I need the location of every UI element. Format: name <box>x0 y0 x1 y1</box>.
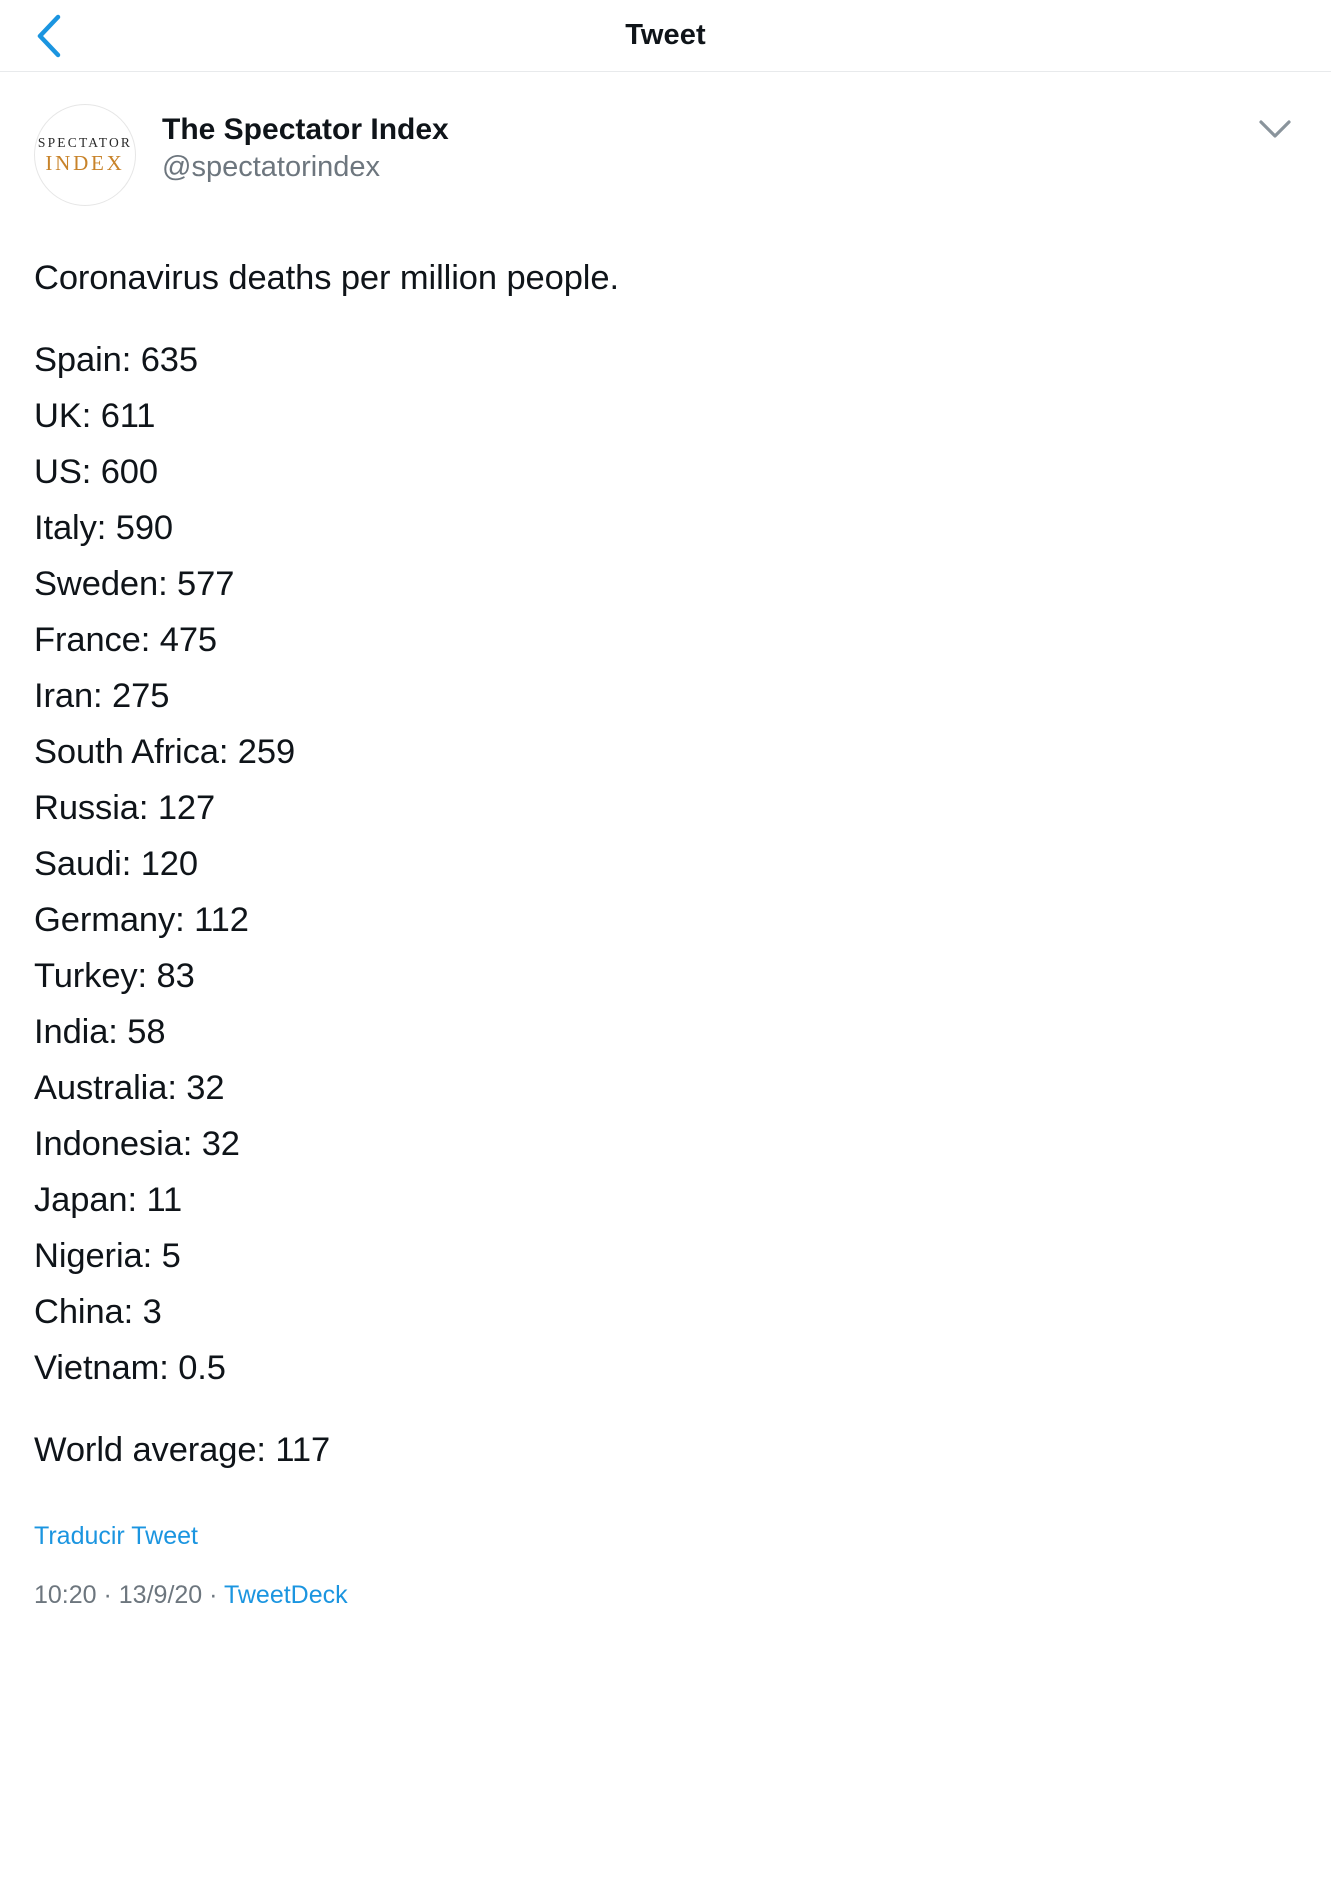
chevron-left-icon <box>34 13 64 59</box>
tweet-stat-line: Iran: 275 <box>34 677 170 715</box>
tweet-stat-line: India: 58 <box>34 1013 166 1051</box>
user-handle: @spectatorindex <box>162 151 381 184</box>
tweet-source-link[interactable]: TweetDeck <box>223 1581 348 1609</box>
tweet-stat-line: UK: 611 <box>34 397 156 435</box>
tweet-stat-line: Italy: 590 <box>34 509 174 547</box>
tweet-author-row <box>0 72 1331 206</box>
tweet-stat-line: Japan: 11 <box>34 1181 183 1219</box>
page-title: Tweet <box>625 19 706 51</box>
tweet-headline: Coronavirus deaths per million people. <box>34 259 619 297</box>
tweet-stat-line: Indonesia: 32 <box>34 1125 240 1163</box>
translate-tweet-link[interactable]: Traducir Tweet <box>34 1522 198 1550</box>
avatar-line-1: SPECTATOR <box>37 135 133 151</box>
tweet-stat-line: South Africa: 259 <box>34 733 296 771</box>
meta-separator-2: · <box>202 1581 224 1609</box>
tweet-stat-line: Spain: 635 <box>34 341 198 379</box>
tweet-stat-line: Turkey: 83 <box>34 957 195 995</box>
tweet-stat-line: Vietnam: 0.5 <box>34 1349 226 1387</box>
tweet-date: 13/9/20 <box>118 1581 203 1609</box>
tweet-text <box>0 250 1331 1478</box>
screen-header <box>0 0 1331 72</box>
tweet-stat-line: Saudi: 120 <box>34 845 198 883</box>
back-button[interactable] <box>26 13 72 59</box>
display-name: The Spectator Index <box>162 113 449 146</box>
tweet-time: 10:20 <box>34 1581 97 1609</box>
tweet-stat-line: Nigeria: 5 <box>34 1237 181 1275</box>
tweet-stat-line: Germany: 112 <box>34 901 249 939</box>
chevron-down-icon <box>1258 118 1292 145</box>
tweet-meta <box>0 1581 1331 1610</box>
tweet-stat-line: US: 600 <box>34 453 158 491</box>
tweet-world-average: World average: 117 <box>34 1431 331 1469</box>
tweet-stat-line: Russia: 127 <box>34 789 216 827</box>
user-identity[interactable] <box>162 100 449 186</box>
tweet-stat-line: Australia: 32 <box>34 1069 225 1107</box>
avatar[interactable] <box>34 104 136 206</box>
meta-separator-1: · <box>96 1581 119 1609</box>
more-options-button[interactable] <box>1253 114 1297 148</box>
avatar-line-2: INDEX <box>45 150 125 175</box>
tweet-stat-line: France: 475 <box>34 621 218 659</box>
tweet-stat-line: Sweden: 577 <box>34 565 235 603</box>
tweet-stat-line: China: 3 <box>34 1293 162 1331</box>
